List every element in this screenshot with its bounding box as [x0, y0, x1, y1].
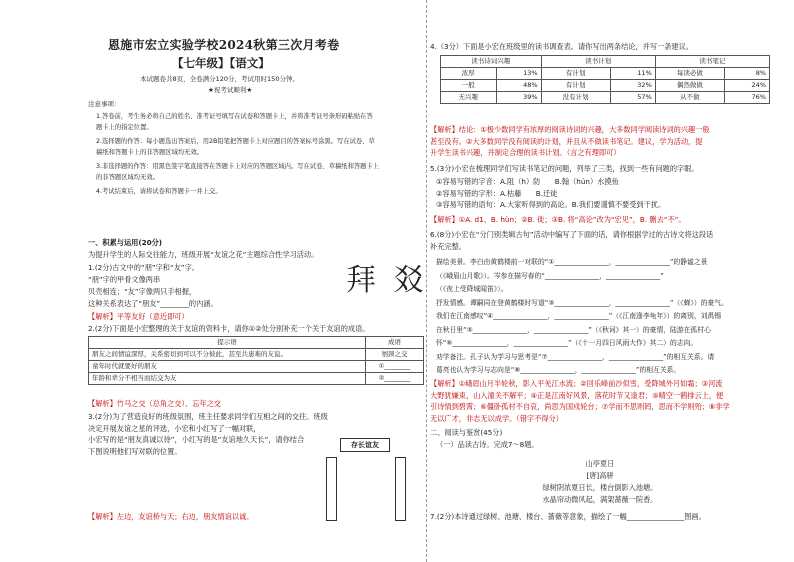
table-row: [441, 68, 770, 80]
exam-title: 恩施市宏立实验学校2024秋第三次月考卷: [108, 38, 340, 52]
table-cell: 39%: [496, 92, 541, 104]
couplet-banner: 存长谊友: [340, 438, 390, 452]
notice-title: 注意事项：: [88, 100, 121, 108]
table-cell: 刎颈之交: [366, 349, 424, 361]
table-row: [89, 361, 424, 373]
q1-line: 1.(2分)古文中的“朋”字和“友”字。: [88, 263, 199, 272]
table-cell: 一般: [441, 80, 497, 92]
table-header: 读书计划: [541, 56, 655, 68]
a4-line: 升学生读书兴趣，并制定合理的读书计划。（言之有理即可）: [430, 148, 621, 157]
idiom-table: [88, 336, 424, 385]
exam-wish: ★祝考试顺利★: [208, 86, 253, 94]
table-cell: 无兴趣: [441, 92, 497, 104]
table-row: [441, 92, 770, 104]
a6-line: 无以广才，非志无以成学。（错字不得分）: [430, 413, 563, 423]
right-column: [430, 0, 770, 562]
couplet-left-scroll: [326, 457, 337, 521]
table-cell: 年龄和辈分不相当而结交为友: [89, 373, 366, 385]
a4-line: 甚至没有。②大多数同学没有阅读的计划，并且从不做读书笔记。建议，学为活动，提: [430, 136, 703, 146]
notice-line: 稿纸和答题卡上的非答题区域均无效。: [96, 148, 204, 156]
answer-blank-2[interactable]: ②________: [366, 373, 424, 385]
table-header: 读书诗词兴趣: [441, 56, 542, 68]
table-cell: 从不做: [655, 92, 724, 104]
table-cell: 76%: [724, 92, 769, 104]
passage-line: 描绘美景。李白由黄鹤楼前一对联的“①________________，________________”的静谧之景: [436, 258, 708, 266]
notice-line: 的非答题区域均无效。: [96, 173, 159, 181]
table-header: 读书笔记: [655, 56, 769, 68]
answer-blank-1[interactable]: ①________: [366, 361, 424, 373]
a6-line: 引诗情到碧霄；⑥僵卧孤村不自哀，尚思为国戍轮台；⑦学而不思则罔，思而不学则殆；⑧非学: [430, 402, 730, 411]
q3-line: 决定开展友谊之星的评选，小宏和小红写了一幅对联，: [88, 423, 261, 433]
table-cell: 48%: [496, 80, 541, 92]
question-4: 4.（3分）下面是小宏在班级里的读书调查表。请你写出两条结论，并写一条建议。: [430, 42, 693, 51]
notice-line: 1.答卷前，考生务必将自己的姓名、准考证号填写在试卷和答题卡上，并将准考证号条形码粘贴在答: [96, 113, 373, 120]
passage-line: 劝学备注。孔子认为学习与思考是“⑦________________，________________”的相互关系。请: [436, 352, 715, 361]
passage-line: 我们在江南感叹“④________________，________________”（《江南逢李龟年》）的离别，刘禹锡: [436, 312, 722, 320]
passage-line: 怀“⑥________________，________________”（《十一月四日风雨大作》其二）的志向。: [436, 339, 698, 347]
question-2: 2.(2分)下面是小宏整理的关于友谊的资料卡，请你①②处分别补充一个关于友谊的成语。: [88, 324, 370, 333]
table-cell: 8%: [724, 68, 769, 80]
question-5-items: [436, 176, 665, 211]
q5-item: ②容易写错的字形：A.枯藤 B.迁徒: [436, 188, 558, 198]
notice-line: 4.考试结束后，请将试卷和答题卡一并上交。: [96, 188, 222, 195]
question-3: [88, 411, 328, 457]
passage-line: （《峨眉山月歌》）。岑参在描写春的“________________，________________”: [436, 271, 664, 280]
question-5: 5.(3分)小宏在梳理同学们写读书笔记的问题，列举了三类，找到一些有问题的字眼。: [430, 164, 699, 173]
table-cell: 有计划: [541, 68, 610, 80]
answer-6: [430, 378, 730, 424]
answer-5: 【解析】①A. d1、B. hùn；②B. 徙；③B. 将“高论”改为“宏见”，B. 删去“不”。: [430, 215, 686, 224]
a6-line: 【解析】①峨眉山月半轮秋，影入平羌江水流；②回乐峰前沙似雪，受降城外月如霜；③河流: [430, 379, 723, 388]
table-cell: 浓厚: [441, 68, 497, 80]
poem-author: [唐]高骈: [586, 471, 614, 480]
poem: [430, 458, 770, 506]
table-cell: 没有计划: [541, 92, 610, 104]
table-cell: 32%: [610, 80, 655, 92]
table-header: 提示语: [89, 337, 366, 349]
table-cell: 11%: [610, 68, 655, 80]
couplet-right-scroll: [395, 457, 406, 521]
question-7: 7.(2分)本诗通过绿树、池塘、楼台、蔷薇等意象，描绘了一幅________________图画。: [430, 512, 706, 521]
q1-line: 这种关系表达了“朋友”________的内涵。: [88, 299, 218, 308]
answer-2: 【解析】竹马之交（总角之交）、忘年之交: [88, 399, 221, 408]
section-1-heading: 一、积累与运用(20分): [88, 238, 163, 247]
q3-line: 小宏写的是“朋友真诚以待”，小红写的是“友谊地久天长”，请你结合: [88, 435, 305, 444]
left-column: [88, 0, 428, 562]
column-divider: [426, 0, 428, 562]
answer-1: 【解析】平等友好（意近即可）: [88, 312, 189, 321]
exam-subtitle: 【七年级】【语文】: [172, 56, 270, 70]
q1-line: “朋”字的甲骨文像两串: [88, 275, 161, 284]
q5-item: ③容易写错的语句：A.大家听得到的高论。B.我们要谨慎不要受到干扰。: [436, 200, 666, 209]
table-cell: 童年时代就要好的朋友: [89, 361, 366, 373]
notice-line: 题卡上的指定位置。: [96, 123, 153, 131]
poem-line: 水晶帘动微风起，满架蔷薇一院香。: [542, 495, 658, 504]
poem-title: 山亭夏日: [585, 459, 615, 468]
question-6: [430, 229, 713, 252]
q5-item: ①容易写错的字音：A.阻（h）防 B.翰（hún）水摸鱼: [436, 177, 619, 186]
table-header-row: [89, 337, 424, 349]
table-header-row: [441, 56, 770, 68]
notice-line: 3.非选择题的作答：用黑色签字笔直接答在答题卡上对应的答题区域内。写在试卷、草稿纸和答题卡上: [96, 163, 380, 170]
a6-line: 大野犹嫌束，山入潼关不解平；④正是江南好风景，落花时节又逢君；⑤晴空一鹤排云上，便: [430, 390, 724, 400]
q6-line: 6.(8分)小宏在“分门别类辑古句”活动中编写了下面的话，请你根据学过的古诗文将这段话: [430, 230, 714, 239]
reading-survey-table: [440, 55, 770, 104]
section-1-intro: 为提升学生的人际交往能力，班级开展“友谊之花”主题综合性学习活动。: [88, 250, 319, 259]
table-row: [89, 349, 424, 361]
table-cell: 朋友之间情谊深厚，关系密切到可以不分彼此，甚至共患难的友谊。: [89, 349, 366, 361]
q6-line: 补充完整。: [430, 241, 466, 251]
passage-line: 抒发情感。谭嗣同在登黄鹤楼时写道“③________________，________________”（《蝉》）的豪气。: [436, 298, 728, 307]
section-2-heading: 二、阅读与鉴赏(45分): [430, 428, 503, 437]
q3-line: 下图说明他们写对联的位置。: [88, 446, 182, 456]
table-cell: 57%: [610, 92, 655, 104]
notice-list: [96, 112, 379, 198]
table-header: 成语: [366, 337, 424, 349]
passage-line: 葛亮也认为学习与志向是“⑧________________，________________”的相互关系。: [436, 366, 681, 374]
table-row: [441, 80, 770, 92]
section-2-subheading: （一）品读古诗。完成7～8题。: [436, 440, 539, 449]
answer-3: 【解析】左边，友谊桥与天；右边，朋友情谊以诚。: [88, 512, 254, 521]
passage-line: 在秋日里“⑤________________，________________”（《秋词》其一）的豪情，陆游在孤村心: [436, 325, 711, 334]
question-6-passage: [436, 256, 728, 378]
table-row: [89, 373, 424, 385]
a4-line: 【解析】结论：①极少数同学有浓厚的阅读诗词的兴趣，大多数同学阅读诗词的兴趣一般: [430, 125, 710, 134]
answer-4: [430, 124, 710, 159]
table-cell: 偶然做做: [655, 80, 724, 92]
table-cell: 24%: [724, 80, 769, 92]
table-cell: 有计划: [541, 80, 610, 92]
q1-line: 贝壳相连；“友”字像两只手相握，: [88, 287, 197, 296]
oracle-bone-glyphs: 拜 㸚: [346, 263, 428, 298]
table-cell: 每读必做: [655, 68, 724, 80]
poem-line: 绿树阴浓夏日长，楼台倒影入池塘。: [542, 483, 658, 492]
table-cell: 13%: [496, 68, 541, 80]
q3-line: 3.(2分)为了营造良好的班级氛围，班主任要求同学们互相之间的交往。班级: [88, 412, 328, 421]
exam-info: 本试题卷共8页，全卷满分120分，考试用时150分钟。: [140, 75, 299, 83]
notice-line: 2.选择题的作答：每小题选出答案后，用2B铅笔把答题卡上对应题目的答案标号涂黑。写在试卷、草: [96, 138, 375, 145]
question-1: [88, 262, 218, 310]
passage-line: （《夜上受降城闻笛》）。: [436, 285, 508, 293]
